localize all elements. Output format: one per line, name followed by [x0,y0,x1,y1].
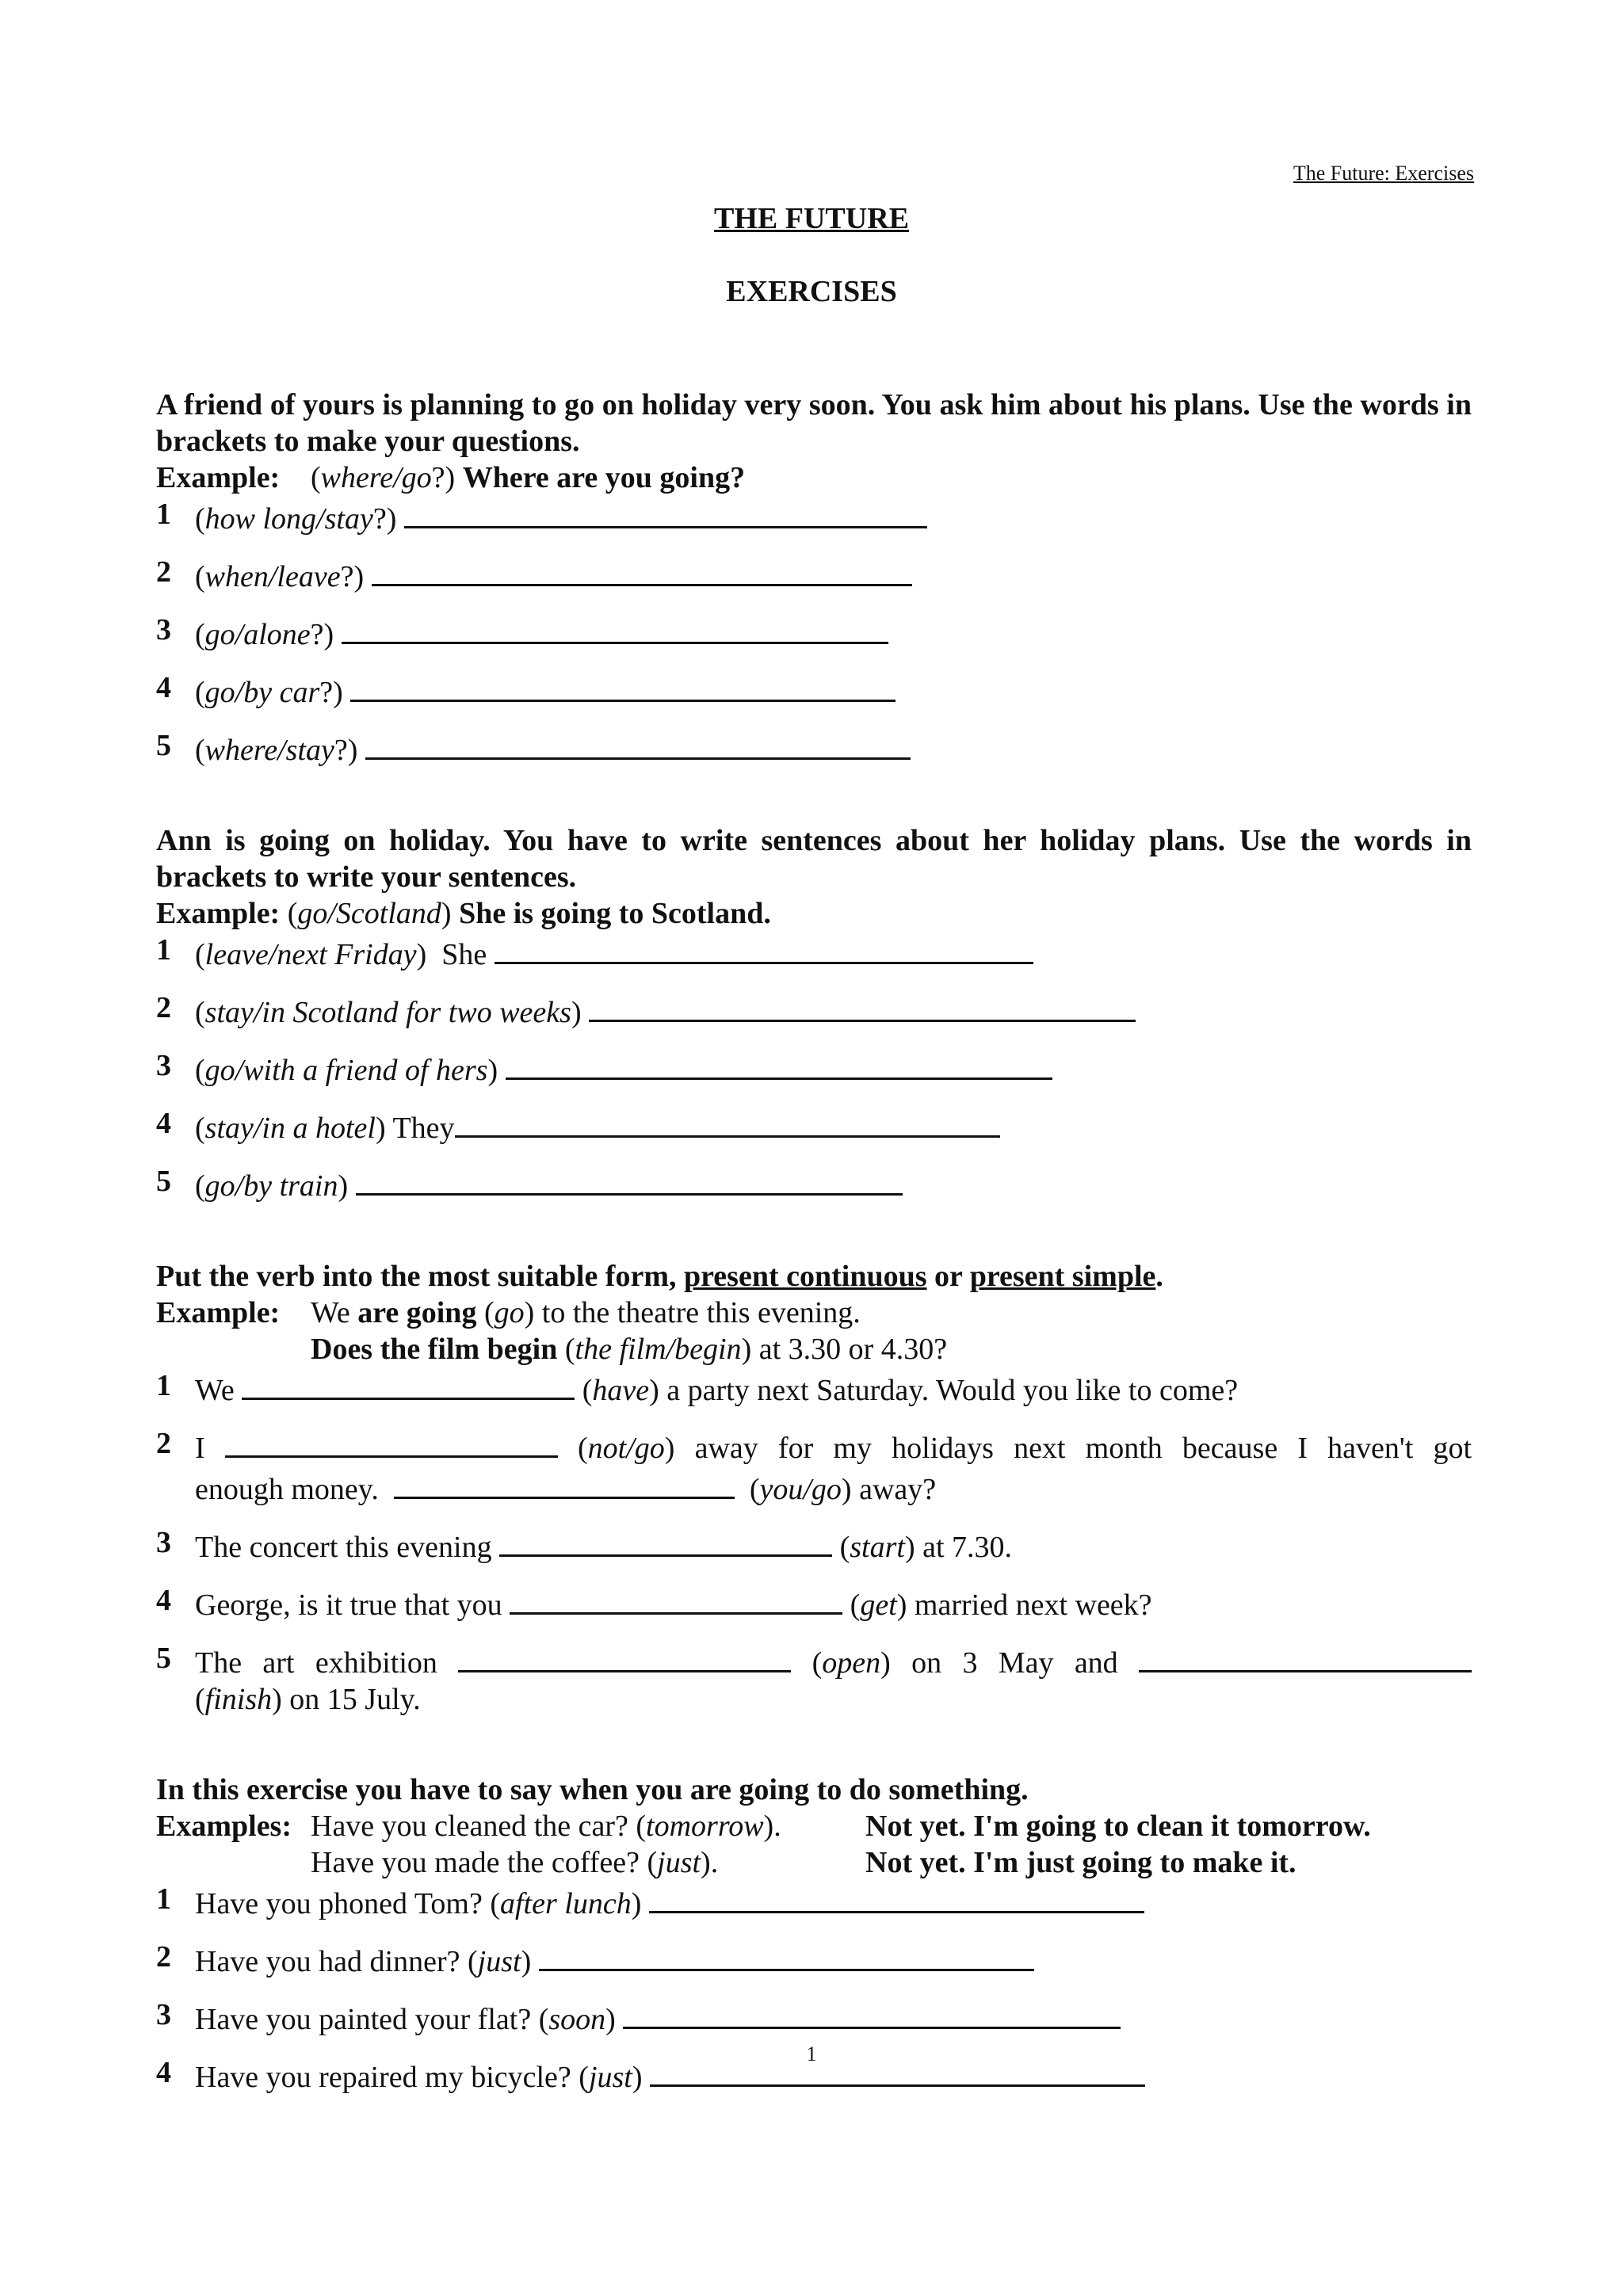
item-cue: go/alone [204,618,311,651]
example-question: Have you cleaned the car? [311,1810,628,1843]
item-cue: leave/next Friday [204,938,417,971]
answer-blank[interactable] [365,727,911,760]
item-text: away for my holidays next month because I haven't got [694,1432,1472,1465]
example-answer: Does the film begin [311,1333,558,1366]
item-number: 2 [156,991,171,1024]
item-text: The concert this evening [195,1531,492,1564]
item-cue: stay/in a hotel [204,1112,376,1145]
item-cue: finish [204,1683,273,1716]
item-cue: just [477,1945,521,1978]
page-title: THE FUTURE [714,202,909,235]
item-text: away? [859,1473,937,1506]
list-item: 1 (leave/next Friday) She [156,932,1472,973]
section-2-instruction: Ann is going on holiday. You have to write sentences about her holiday plans. Use the words in brackets to write your sentences. [156,824,1472,894]
list-item: 4 (go/by car?) [156,669,1472,711]
item-number: 1 [156,1369,171,1402]
answer-blank[interactable] [394,1466,735,1499]
section-4-instruction: In this exercise you have to say when you are going to do something. [156,1773,1029,1806]
item-cue: just [588,2061,632,2094]
answer-blank[interactable] [342,612,888,644]
item-cue: open [822,1646,881,1680]
item-number: 1 [156,498,171,531]
example-label: Examples: [156,1810,292,1843]
example-answer: Where are you going? [462,461,746,494]
item-text: The art exhibition [195,1646,437,1680]
item-number: 2 [156,1427,171,1460]
item-number: 1 [156,933,171,967]
item-number: 4 [156,671,171,704]
list-item: 5 The art exhibition (open) on 3 May and (finish) on 15 July. [156,1640,1472,1718]
example-label: Example: [156,1296,281,1329]
example-cue: go/Scotland [297,897,441,930]
exercise-section-2 [156,822,1472,1204]
answer-blank[interactable] [372,554,912,586]
example-label: Example: [156,897,281,930]
section-3-example-2: Does the film begin (the film/begin) at 3.30 or 4.30? [311,1333,948,1366]
example-answer: Not yet. I'm just going to make it. [865,1846,1296,1879]
example-cue: go [494,1296,525,1329]
list-item: 5 (go/by train) [156,1163,1472,1204]
item-cue: go/with a friend of hers [204,1054,488,1087]
example-text: at 3.30 or 4.30? [758,1333,948,1366]
item-number: 3 [156,1526,171,1559]
answer-blank[interactable] [356,1163,903,1196]
section-3-instruction: Put the verb into the most suitable form, present continuous or present simple. [156,1260,1163,1293]
answer-blank[interactable] [1139,1640,1472,1672]
example-cue: the film/begin [575,1333,742,1366]
section-2-example: Example: (go/Scotland) She is going to Scotland. [156,897,771,930]
list-item: 1 We (have) a party next Saturday. Would you like to come? [156,1369,1239,1407]
item-text: married next week? [914,1589,1152,1622]
exercise-section-3 [156,1258,1472,1718]
item-text: a party next Saturday. Would you like to come? [666,1374,1239,1407]
list-item: 2 (when/leave?) [156,554,1472,595]
item-prefix: They [392,1112,455,1145]
answer-blank[interactable] [649,1881,1144,1913]
list-item: 4 (stay/in a hotel) They [156,1105,1472,1146]
item-number: 5 [156,1165,171,1198]
item-text: on 3 May and [911,1646,1118,1680]
list-item: 5 (where/stay?) [156,727,1472,769]
list-item: 3 (go/alone?) [156,612,1472,653]
section-1-items [156,496,1472,769]
item-cue: stay/in Scotland for two weeks [204,996,571,1029]
item-cue: have [592,1374,650,1407]
list-item: 4 Have you repaired my bicycle? (just) [156,2054,1472,2096]
item-cue: get [860,1589,897,1622]
list-item: 2 (stay/in Scotland for two weeks) [156,990,1472,1031]
running-header: The Future: Exercises [1293,162,1474,185]
list-item: 2 I (not/go) away for my holidays next month because I haven't got enough money. (you/go) away? [156,1427,1472,1506]
item-cue: go/by car [204,676,320,709]
item-number: 3 [156,1998,171,2031]
answer-blank[interactable] [539,1939,1034,1971]
answer-blank[interactable] [623,1997,1121,2029]
item-text: George, is it true that you [195,1589,502,1622]
item-text: at 7.30. [922,1531,1013,1564]
list-item: 3 (go/with a friend of hers) [156,1047,1472,1089]
answer-blank[interactable] [510,1582,842,1615]
list-item: 1 Have you phoned Tom? (after lunch) [156,1881,1472,1922]
item-cue: how long/stay [204,502,373,536]
item-number: 2 [156,1940,171,1974]
item-cue: not/go [587,1432,665,1465]
example-answer: Not yet. I'm going to clean it tomorrow. [865,1810,1371,1843]
item-number: 4 [156,1584,171,1617]
item-cue: after lunch [500,1887,632,1920]
item-number: 5 [156,1642,171,1675]
answer-blank[interactable] [495,932,1033,964]
section-4-examples: Examples: Have you cleaned the car? (tomorrow). Not yet. I'm going to clean it tomorrow. Have you made the coffee? (just). Not yet. I'm just going to make it. [156,1808,1472,1881]
item-prefix: She [441,938,487,971]
item-cue: start [850,1531,905,1564]
answer-blank[interactable] [242,1367,575,1400]
instruction-text: Put the verb into the most suitable form, [156,1260,677,1293]
item-number: 4 [156,1107,171,1140]
example-answer: are going [357,1296,477,1329]
item-cue: when/leave [204,560,341,593]
list-item: 2 Have you had dinner? (just) [156,1939,1472,1980]
section-1-instruction: A friend of yours is planning to go on holiday very soon. You ask him about his plans. Use the words in brackets to make your questions. [156,388,1472,458]
item-number: 3 [156,613,171,646]
item-cue: soon [548,2003,606,2036]
answer-blank[interactable] [404,496,927,528]
example-text: to the theatre this evening. [541,1296,861,1329]
answer-blank[interactable] [225,1425,558,1458]
item-number: 3 [156,1049,171,1082]
answer-blank[interactable] [458,1640,791,1672]
example-cue: just [657,1846,701,1879]
item-number: 4 [156,2056,171,2089]
list-item: 1 (how long/stay?) [156,496,1472,537]
example-label: Example: [156,461,281,494]
example-answer: She is going to Scotland. [459,897,771,930]
item-number: 2 [156,555,171,589]
answer-blank[interactable] [499,1524,832,1557]
example-question: Have you made the coffee? [311,1846,640,1879]
list-item: 4 George, is it true that you (get) married next week? [156,1584,1152,1622]
item-cue: go/by train [204,1169,338,1203]
page-number: 1 [806,2042,817,2065]
item-text: We [195,1374,235,1407]
exercise-content [156,387,1472,2149]
item-question: Have you painted your flat? [195,2003,532,2036]
item-text: enough money. [195,1473,379,1506]
section-3-example-1: Example: We are going (go) to the theatre this evening. [156,1296,861,1329]
section-2-items [156,932,1472,1204]
answer-blank[interactable] [350,669,896,702]
answer-blank[interactable] [506,1047,1052,1080]
answer-blank[interactable] [589,990,1136,1022]
example-text: We [311,1296,350,1329]
example-cue: tomorrow [646,1810,764,1843]
item-cue: where/stay [204,734,334,767]
section-1-example: Example: (where/go?) Where are you going? [156,461,746,494]
item-number: 1 [156,1882,171,1916]
section-3-items [156,1367,1472,1718]
form-present-continuous: present continuous [683,1260,927,1293]
item-text: I [195,1432,205,1465]
item-number: 5 [156,729,171,762]
answer-blank[interactable] [455,1105,1000,1138]
page-subtitle: EXERCISES [726,275,897,308]
list-item: 3 Have you painted your flat? (soon) [156,1997,1472,2038]
item-text: on 15 July. [289,1683,421,1716]
item-cue: you/go [759,1473,842,1506]
item-question: Have you phoned Tom? [195,1887,483,1920]
item-question: Have you had dinner? [195,1945,460,1978]
form-present-simple: present simple [969,1260,1156,1293]
list-item: 3 The concert this evening (start) at 7.30. [156,1526,1013,1564]
instruction-connector: or [934,1260,963,1293]
example-cue: where/go [320,461,432,494]
exercise-section-1 [156,387,1472,769]
item-question: Have you repaired my bicycle? [195,2061,571,2094]
